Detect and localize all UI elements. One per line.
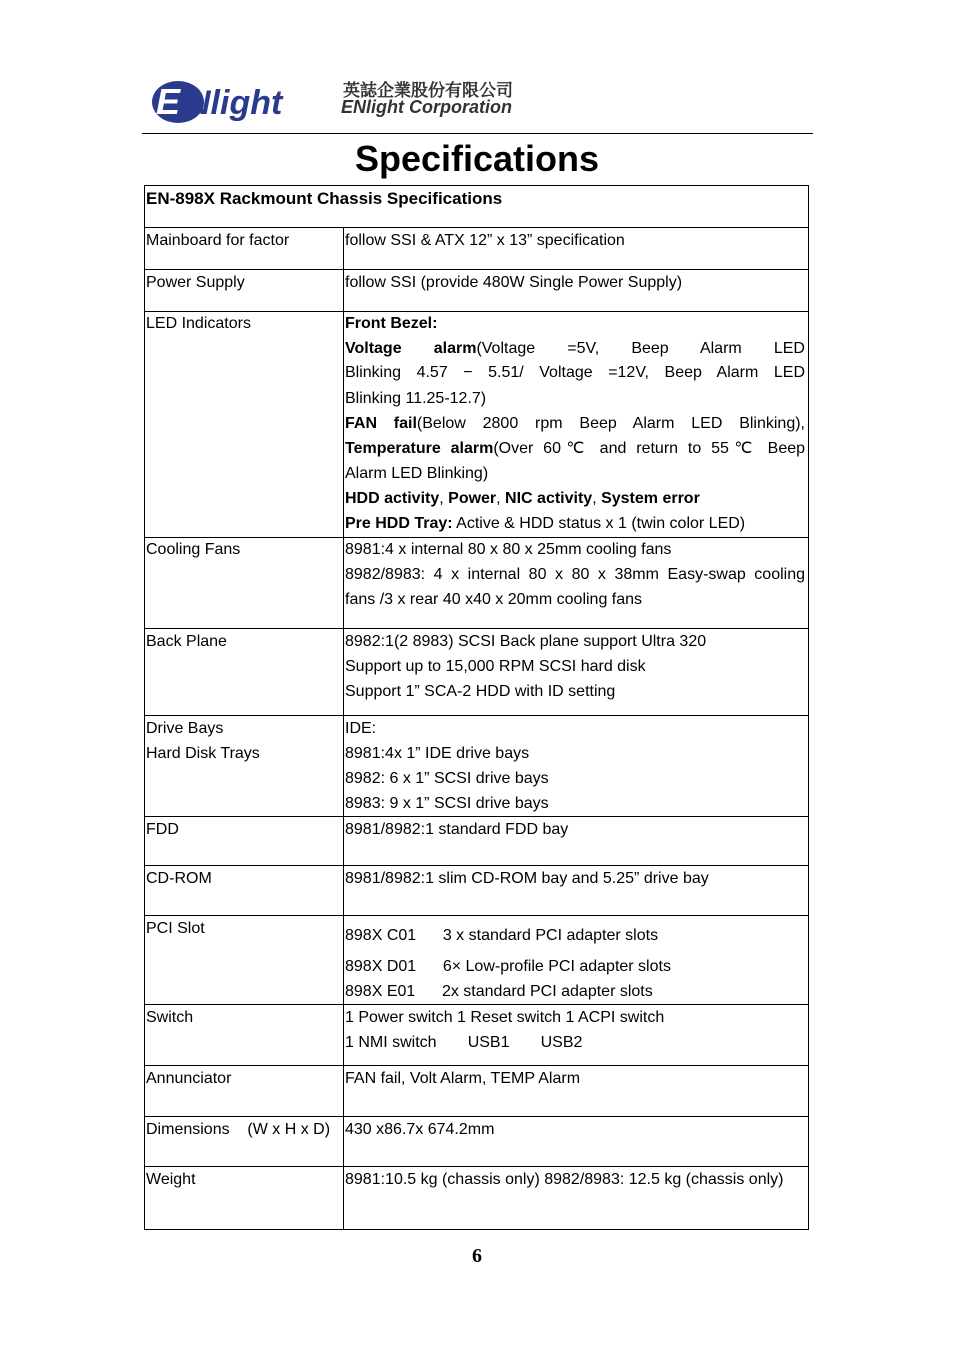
row-value-line: Support up to 15,000 RPM SCSI hard disk — [345, 658, 646, 675]
temperature-alarm-line2: Alarm LED Blinking) — [345, 465, 489, 482]
row-label: Mainboard for factor — [146, 232, 290, 249]
temperature-alarm-line: Temperature alarm(Over 60℃ and return to 55℃ Beep — [345, 440, 806, 457]
row-label-secondary: Hard Disk Trays — [146, 745, 260, 762]
row-label: LED Indicators — [146, 315, 251, 332]
row-value-line: Support 1” SCA-2 HDD with ID setting — [345, 683, 616, 700]
pre-hdd-tray-line: Pre HDD Tray: Active & HDD status x 1 (twin color LED) — [345, 515, 746, 532]
svg-text:Nlight: Nlight — [186, 84, 283, 122]
row-value: follow SSI & ATX 12” x 13” specification — [345, 232, 625, 249]
row-value: 8981:10.5 kg (chassis only) 8982/8983: 12.5 kg (chassis only) — [345, 1171, 784, 1188]
row-value-line: 1 Power switch 1 Reset switch 1 ACPI switch — [345, 1009, 665, 1026]
row-value-line: 8983: 9 x 1” SCSI drive bays — [345, 795, 549, 812]
row-label: PCI Slot — [146, 920, 205, 937]
voltage-alarm-line2: Blinking 4.57 − 5.51/ Voltage =12V, Beep Alarm LED — [345, 364, 805, 381]
company-name-english: ENlight Corporation — [341, 97, 512, 117]
voltage-alarm-line3: Blinking 11.25-12.7) — [345, 390, 487, 407]
led-list-line: HDD activity, Power, NIC activity, System error — [345, 490, 700, 507]
row-label: Weight — [146, 1171, 196, 1188]
fan-fail-line: FAN fail(Below 2800 rpm Beep Alarm LED Blinking), — [345, 415, 805, 432]
row-value-line: 8981:4x 1” IDE drive bays — [345, 745, 530, 762]
row-label: Switch — [146, 1009, 194, 1026]
row-value-line: 8982:1(2 8983) SCSI Back plane support Ultra 320 — [345, 633, 707, 650]
company-name-chinese: 英誌企業股份有限公司 — [343, 81, 513, 101]
voltage-alarm-line1: Voltage alarm(Voltage =5V, Beep Alarm LED — [345, 340, 805, 357]
svg-text:E: E — [156, 81, 181, 122]
row-label: Annunciator — [146, 1070, 232, 1087]
row-value: 8981/8982:1 standard FDD bay — [345, 821, 569, 838]
row-label: FDD — [146, 821, 179, 838]
page-number: 6 — [472, 1245, 482, 1267]
row-value: 430 x86.7x 674.2mm — [345, 1121, 495, 1138]
row-value-line: 8982/8983: 4 x internal 80 x 80 x 38mm Easy-swap cooling — [345, 566, 805, 583]
row-value-line: 898X E01 2x standard PCI adapter slots — [345, 983, 653, 1000]
row-value-line: 898X C01 3 x standard PCI adapter slots — [345, 927, 659, 944]
spec-table — [144, 185, 809, 1230]
row-label: Drive Bays — [146, 720, 224, 737]
row-value-line: 898X D01 6× Low-profile PCI adapter slots — [345, 958, 671, 975]
table-caption: EN-898X Rackmount Chassis Specifications — [146, 189, 503, 208]
header-divider — [142, 133, 813, 134]
row-value-line: 8982: 6 x 1” SCSI drive bays — [345, 770, 549, 787]
row-value: 8981/8982:1 slim CD-ROM bay and 5.25” drive bay — [345, 870, 709, 887]
page-title: Specifications — [354, 138, 600, 179]
row-value-line: 1 NMI switch USB1 USB2 — [345, 1034, 583, 1051]
row-value: FAN fail, Volt Alarm, TEMP Alarm — [345, 1070, 581, 1087]
row-value-line: fans /3 x rear 40 x40 x 20mm cooling fans — [345, 591, 643, 608]
row-label: CD-ROM — [146, 870, 212, 887]
row-label: Power Supply — [146, 274, 245, 291]
row-value-line: IDE: — [345, 720, 377, 737]
enlight-logo — [150, 74, 315, 128]
row-value-line: 8981:4 x internal 80 x 80 x 25mm cooling fans — [345, 541, 672, 558]
row-label: Cooling Fans — [146, 541, 241, 558]
row-label: Dimensions (W x H x D) — [146, 1121, 331, 1138]
row-label: Back Plane — [146, 633, 227, 650]
row-value: follow SSI (provide 480W Single Power Supply) — [345, 274, 683, 291]
front-bezel-heading: Front Bezel: — [345, 315, 438, 332]
